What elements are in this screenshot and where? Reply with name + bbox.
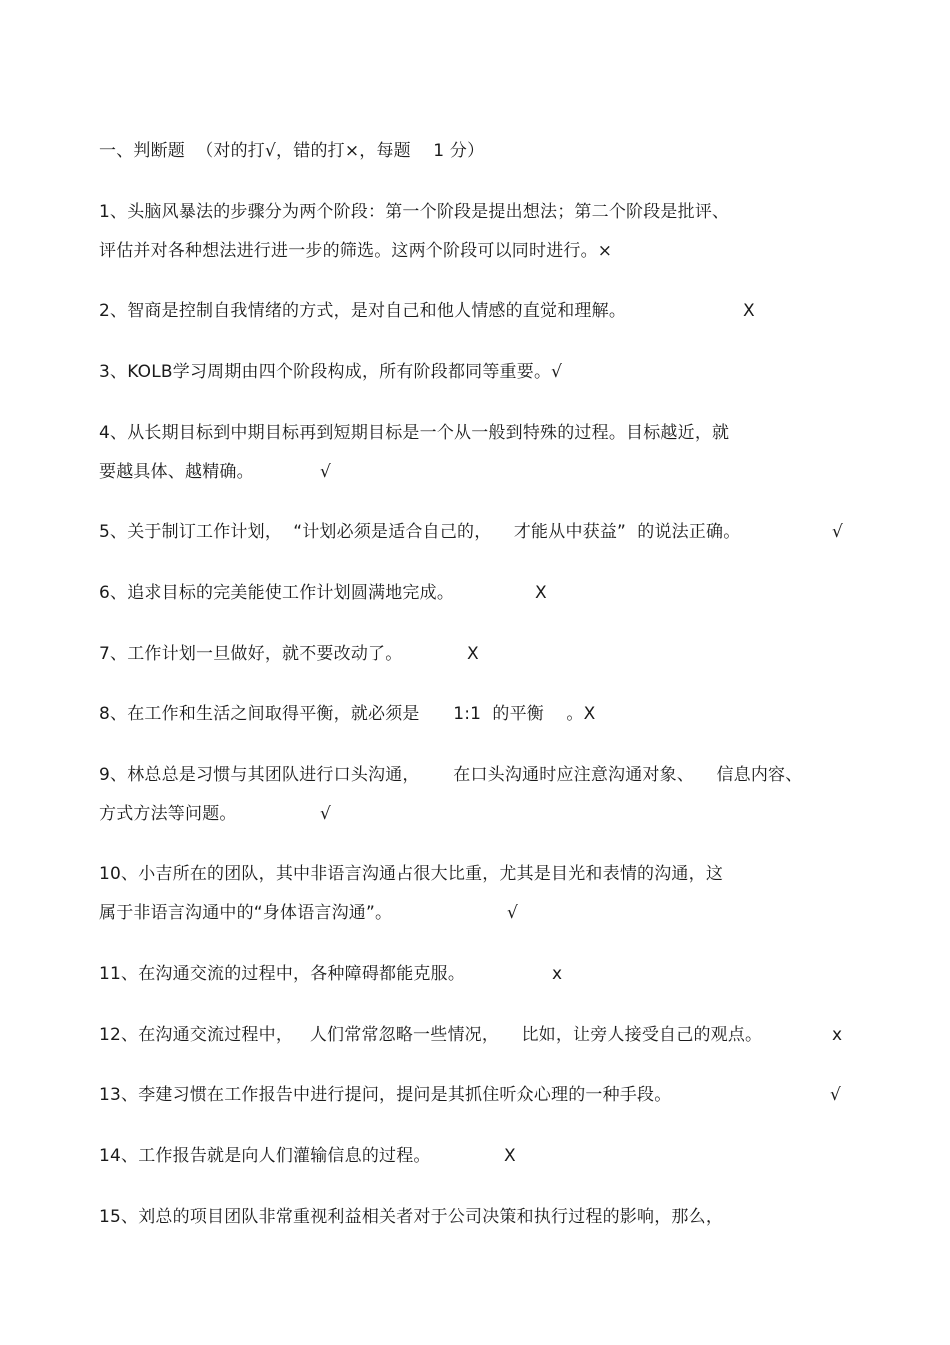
question-10-answer: √: [507, 903, 518, 923]
question-7-answer: X: [467, 644, 479, 664]
question-6-answer: X: [535, 583, 547, 603]
question-7-text: 7、工作计划一旦做好，就不要改动了。: [99, 644, 403, 664]
question-10-line-1: 10、小吉所在的团队，其中非语言沟通占很大比重，尤其是目光和表情的沟通，这: [99, 864, 724, 884]
question-2-answer: X: [743, 301, 755, 321]
question-2-text: 2、智商是控制自我情绪的方式，是对自己和他人情感的直觉和理解。: [99, 301, 627, 321]
question-14-text: 14、工作报告就是向人们灌输信息的过程。: [99, 1146, 431, 1166]
question-3-text: 3、KOLB学习周期由四个阶段构成，所有阶段都同等重要。√: [99, 362, 563, 382]
question-4-line-1: 4、从长期目标到中期目标再到短期目标是一个从一般到特殊的过程。目标越近，就: [99, 423, 730, 443]
question-6-text: 6、追求目标的完美能使工作计划圆满地完成。: [99, 583, 455, 603]
question-5-answer: √: [832, 522, 843, 542]
question-1-line-1: 1、头脑风暴法的步骤分为两个阶段：第一个阶段是提出想法；第二个阶段是批评、: [99, 202, 730, 222]
question-12-text: 12、在沟通交流过程中， 人们常常忽略一些情况， 比如，让旁人接受自己的观点。: [99, 1025, 763, 1045]
question-8-text: 8、在工作和生活之间取得平衡，就必须是 1:1 的平衡 。X: [99, 704, 596, 724]
question-12-answer: x: [832, 1025, 843, 1045]
question-15-text: 15、刘总的项目团队非常重视利益相关者对于公司决策和执行过程的影响，那么，: [99, 1207, 724, 1227]
question-9-line-1: 9、林总总是习惯与其团队进行口头沟通， 在口头沟通时应注意沟通对象、 信息内容、: [99, 765, 803, 785]
question-4-line-2: 要越具体、越精确。: [99, 462, 254, 482]
question-1-line-2: 评估并对各种想法进行进一步的筛选。这两个阶段可以同时进行。×: [99, 241, 613, 261]
question-14-answer: X: [504, 1146, 516, 1166]
question-9-line-2: 方式方法等问题。: [99, 804, 237, 824]
question-13-answer: √: [830, 1085, 841, 1105]
question-4-answer: √: [320, 462, 331, 482]
question-13-text: 13、李建习惯在工作报告中进行提问，提问是其抓住听众心理的一种手段。: [99, 1085, 672, 1105]
question-11-answer: x: [552, 964, 563, 984]
question-10-line-2: 属于非语言沟通中的“身体语言沟通”。: [99, 903, 393, 923]
question-11-text: 11、在沟通交流的过程中，各种障碍都能克服。: [99, 964, 466, 984]
question-9-answer: √: [320, 804, 331, 824]
section-title: 一、判断题 （对的打√，错的打×，每题 1 分）: [99, 141, 485, 161]
question-5-text: 5、关于制订工作计划， “计划必须是适合自己的， 才能从中获益” 的说法正确。: [99, 522, 741, 542]
